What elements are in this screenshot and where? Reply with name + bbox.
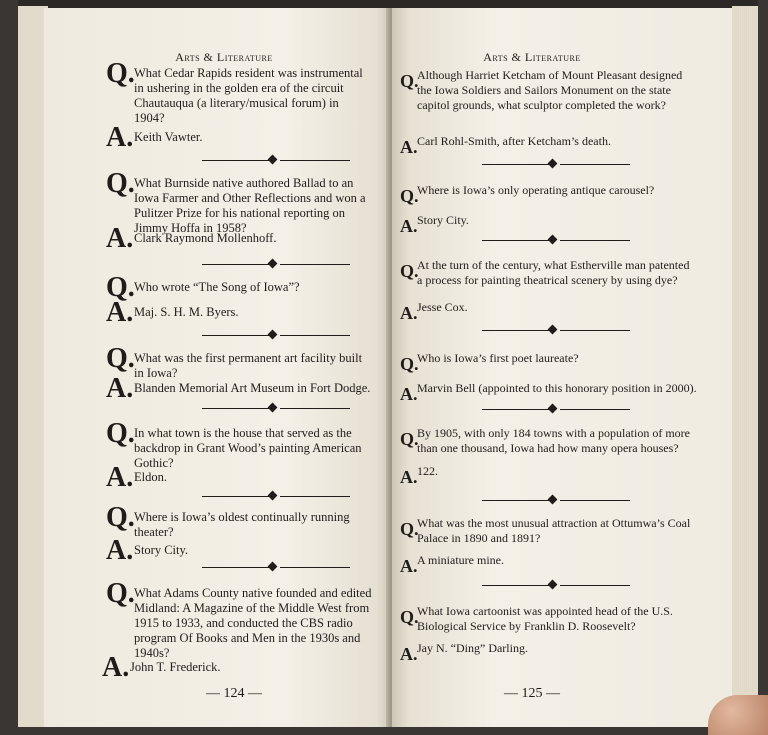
q-marker: Q. bbox=[106, 168, 135, 199]
a-marker: A. bbox=[106, 462, 134, 493]
a-marker: A. bbox=[106, 223, 134, 254]
question-text: By 1905, with only 184 towns with a population of more than one thousand, Iowa had how many opera houses? bbox=[417, 426, 690, 455]
question-text: What Cedar Rapids resident was instrumental in ushering in the golden era of the circuit Chautauqua (a literary/musical forum) in 1904? bbox=[134, 66, 363, 125]
a-marker: A. bbox=[106, 535, 134, 566]
question-text: What Adams County native founded and edited Midland: A Magazine of the Middle West from 1915 to 1933, and conducted the CBS radio program Of Books and Men in the 1930s and 1940s? bbox=[134, 586, 372, 660]
q-marker: Q. bbox=[400, 261, 419, 281]
page-number: — 125 — bbox=[504, 686, 560, 701]
a-marker: A. bbox=[400, 137, 418, 157]
answer-text: Carl Rohl-Smith, after Ketcham’s death. bbox=[417, 134, 611, 148]
a-marker: A. bbox=[102, 652, 130, 683]
answer-text: Eldon. bbox=[134, 470, 167, 484]
question-text: Who is Iowa’s first poet laureate? bbox=[417, 351, 579, 365]
answer-text: Jesse Cox. bbox=[417, 300, 468, 314]
left-page bbox=[44, 8, 390, 727]
question-text: At the turn of the century, what Estherville man patented a process for painting theatrical scenery by using dye? bbox=[417, 258, 690, 287]
answer-text: Blanden Memorial Art Museum in Fort Dodge. bbox=[134, 381, 371, 395]
question-text: Although Harriet Ketcham of Mount Pleasant designed the Iowa Soldiers and Sailors Monument on the state capitol grounds, what sculptor completed the work? bbox=[417, 68, 683, 112]
question-text: What Burnside native authored Ballad to an Iowa Farmer and Other Reflections and won a Pulitzer Prize for his national reporting on Jimmy Hoffa in 1958? bbox=[134, 176, 366, 235]
question-text: Who wrote “The Song of Iowa”? bbox=[134, 280, 300, 294]
page-number: — 124 — bbox=[206, 686, 262, 701]
answer-text: 122. bbox=[417, 464, 438, 478]
answer-text: Clark Raymond Mollenhoff. bbox=[134, 231, 277, 245]
q-marker: Q. bbox=[106, 58, 135, 89]
right-page bbox=[392, 8, 732, 727]
answer-text: Jay N. “Ding” Darling. bbox=[417, 641, 528, 655]
answer-text: Story City. bbox=[417, 213, 469, 227]
a-marker: A. bbox=[400, 556, 418, 576]
q-marker: Q. bbox=[400, 354, 419, 374]
answer-text: A miniature mine. bbox=[417, 553, 504, 567]
page-edges-right bbox=[732, 6, 758, 727]
q-marker: Q. bbox=[106, 502, 135, 533]
q-marker: Q. bbox=[106, 272, 135, 303]
q-marker: Q. bbox=[106, 343, 135, 374]
q-marker: Q. bbox=[400, 186, 419, 206]
question-text: What was the most unusual attraction at Ottumwa’s Coal Palace in 1890 and 1891? bbox=[417, 516, 691, 545]
q-marker: Q. bbox=[400, 71, 419, 91]
answer-text: Keith Vawter. bbox=[134, 130, 203, 144]
q-marker: Q. bbox=[106, 578, 135, 609]
a-marker: A. bbox=[106, 373, 134, 404]
answer-text: Marvin Bell (appointed to this honorary position in 2000). bbox=[417, 381, 697, 395]
a-marker: A. bbox=[400, 216, 418, 236]
a-marker: A. bbox=[400, 384, 418, 404]
page-header: Arts & Literature bbox=[483, 50, 581, 64]
answer-text: Maj. S. H. M. Byers. bbox=[134, 305, 239, 319]
q-marker: Q. bbox=[400, 429, 419, 449]
a-marker: A. bbox=[400, 467, 418, 487]
question-text: What was the first permanent art facility built in Iowa? bbox=[134, 351, 363, 380]
question-text: In what town is the house that served as the backdrop in Grant Wood’s painting American Gothic? bbox=[134, 426, 362, 470]
a-marker: A. bbox=[400, 644, 418, 664]
a-marker: A. bbox=[400, 303, 418, 323]
answer-text: Story City. bbox=[134, 543, 189, 557]
question-text: Where is Iowa’s oldest continually running theater? bbox=[134, 510, 350, 539]
question-text: Where is Iowa’s only operating antique carousel? bbox=[417, 183, 655, 197]
q-marker: Q. bbox=[400, 519, 419, 539]
q-marker: Q. bbox=[400, 607, 419, 627]
a-marker: A. bbox=[106, 122, 134, 153]
page-header: Arts & Literature bbox=[175, 50, 273, 64]
a-marker: A. bbox=[106, 297, 134, 328]
question-text: What Iowa cartoonist was appointed head of the U.S. Biological Service by Franklin D. Roosevelt? bbox=[417, 604, 673, 633]
answer-text: John T. Frederick. bbox=[130, 660, 221, 674]
q-marker: Q. bbox=[106, 418, 135, 449]
